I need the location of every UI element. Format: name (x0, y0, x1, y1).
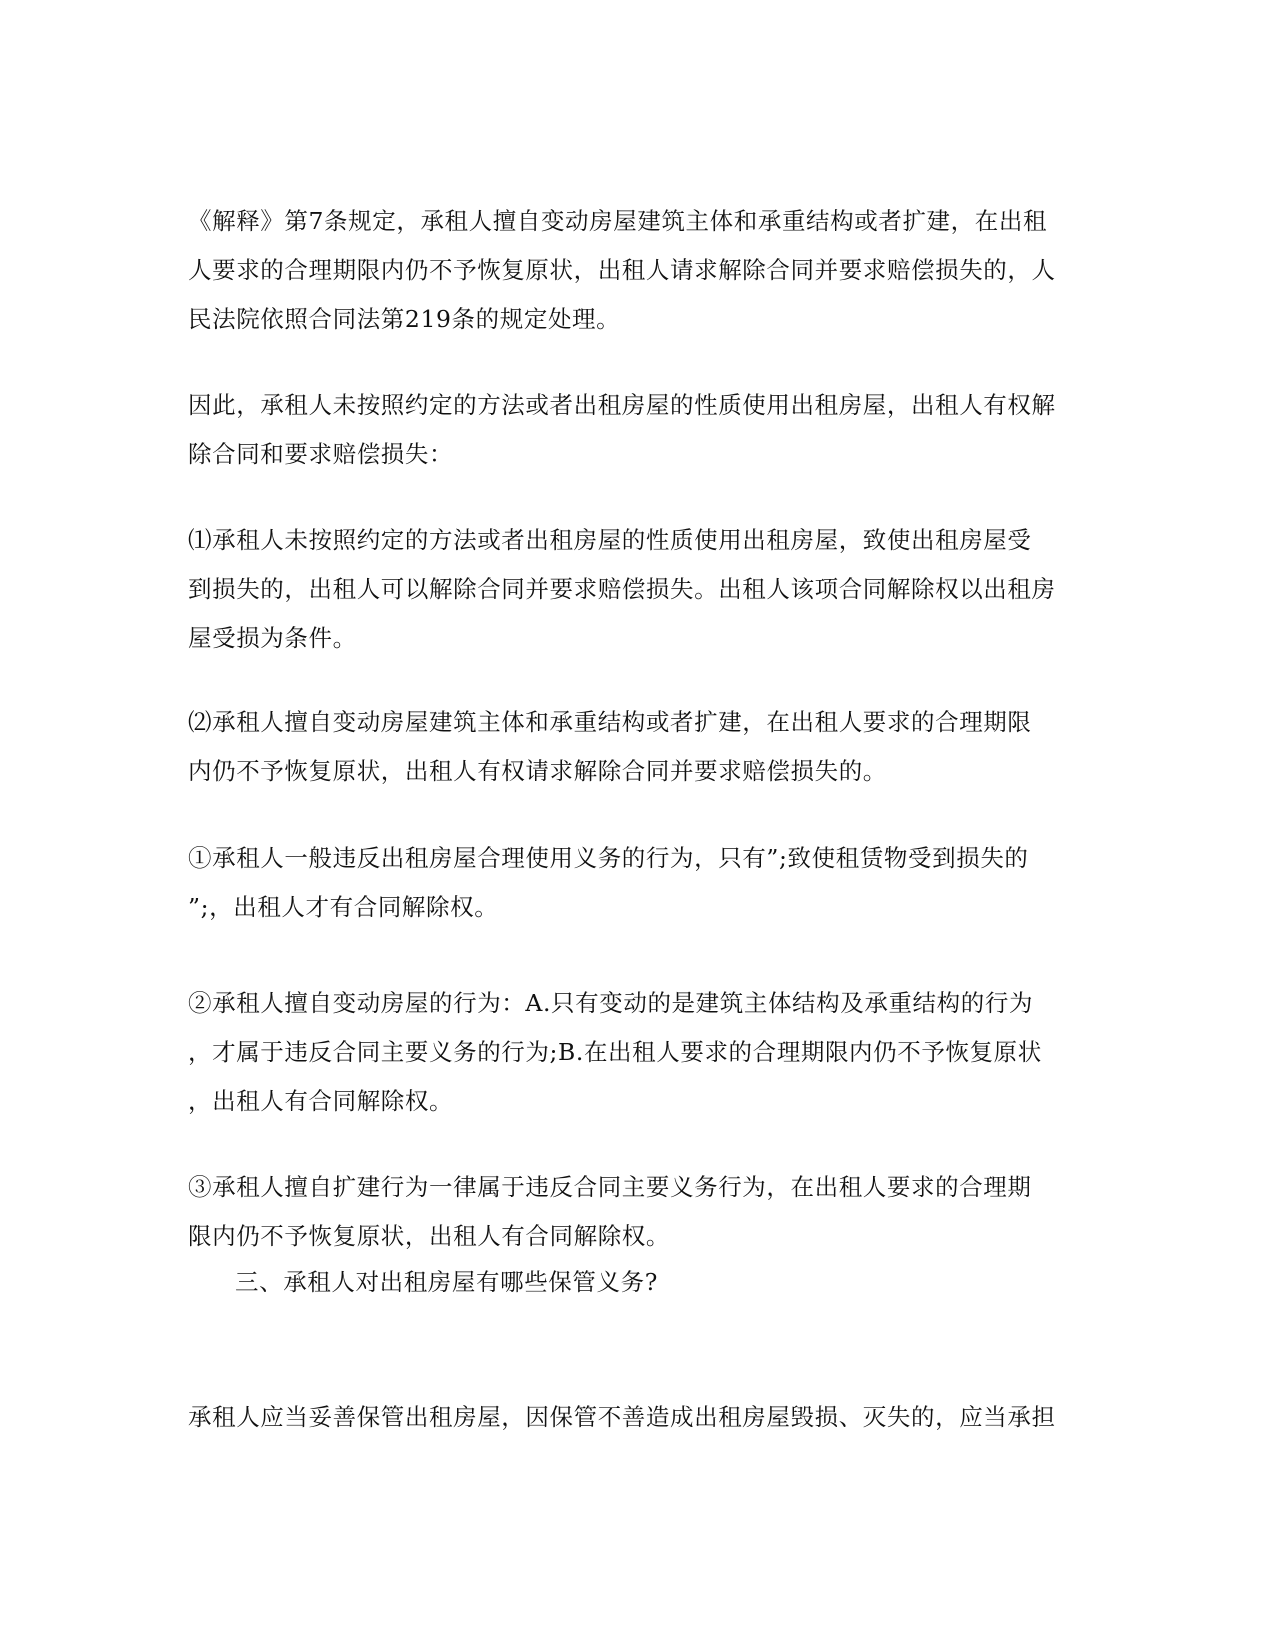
paragraph-interpretation-article-7: 《解释》第7条规定，承租人擅自变动房屋建筑主体和承重结构或者扩建，在出租 人要求的合理期限内仍不予恢复原状，出租人请求解除合同并要求赔偿损失的，人 民法院依照合同法第219条的规定处理。 (188, 207, 1056, 333)
paragraph-item-2: ⑵承租人擅自变动房屋建筑主体和承重结构或者扩建，在出租人要求的合理期限 内仍不予恢复原状，出租人有权请求解除合同并要求赔偿损失的。 (188, 708, 1032, 785)
paragraph-custody-obligation: 承租人应当妥善保管出租房屋，因保管不善造成出租房屋毁损、灭失的，应当承担 (188, 1403, 1056, 1431)
paragraph-therefore: 因此，承租人未按照约定的方法或者出租房屋的性质使用出租房屋，出租人有权解 除合同和要求赔偿损失： (188, 391, 1056, 468)
paragraph-circled-2: ②承租人擅自变动房屋的行为：A.只有变动的是建筑主体结构及承重结构的行为 ，才属于违反合同主要义务的行为;B.在出租人要求的合理期限内仍不予恢复原状 ，出租人有合同解除权。 (188, 989, 1042, 1115)
paragraph-circled-3: ③承租人擅自扩建行为一律属于违反合同主要义务行为，在出租人要求的合理期 限内仍不予恢复原状，出租人有合同解除权。 (188, 1173, 1032, 1250)
paragraph-item-1: ⑴承租人未按照约定的方法或者出租房屋的性质使用出租房屋，致使出租房屋受 到损失的，出租人可以解除合同并要求赔偿损失。出租人该项合同解除权以出租房 屋受损为条件。 (188, 526, 1056, 652)
section-heading: 三、承租人对出租房屋有哪些保管义务? (235, 1268, 658, 1296)
paragraph-circled-1: ①承租人一般违反出租房屋合理使用义务的行为，只有”;致使租赁物受到损失的 ”;，出租人才有合同解除权。 (188, 844, 1029, 921)
